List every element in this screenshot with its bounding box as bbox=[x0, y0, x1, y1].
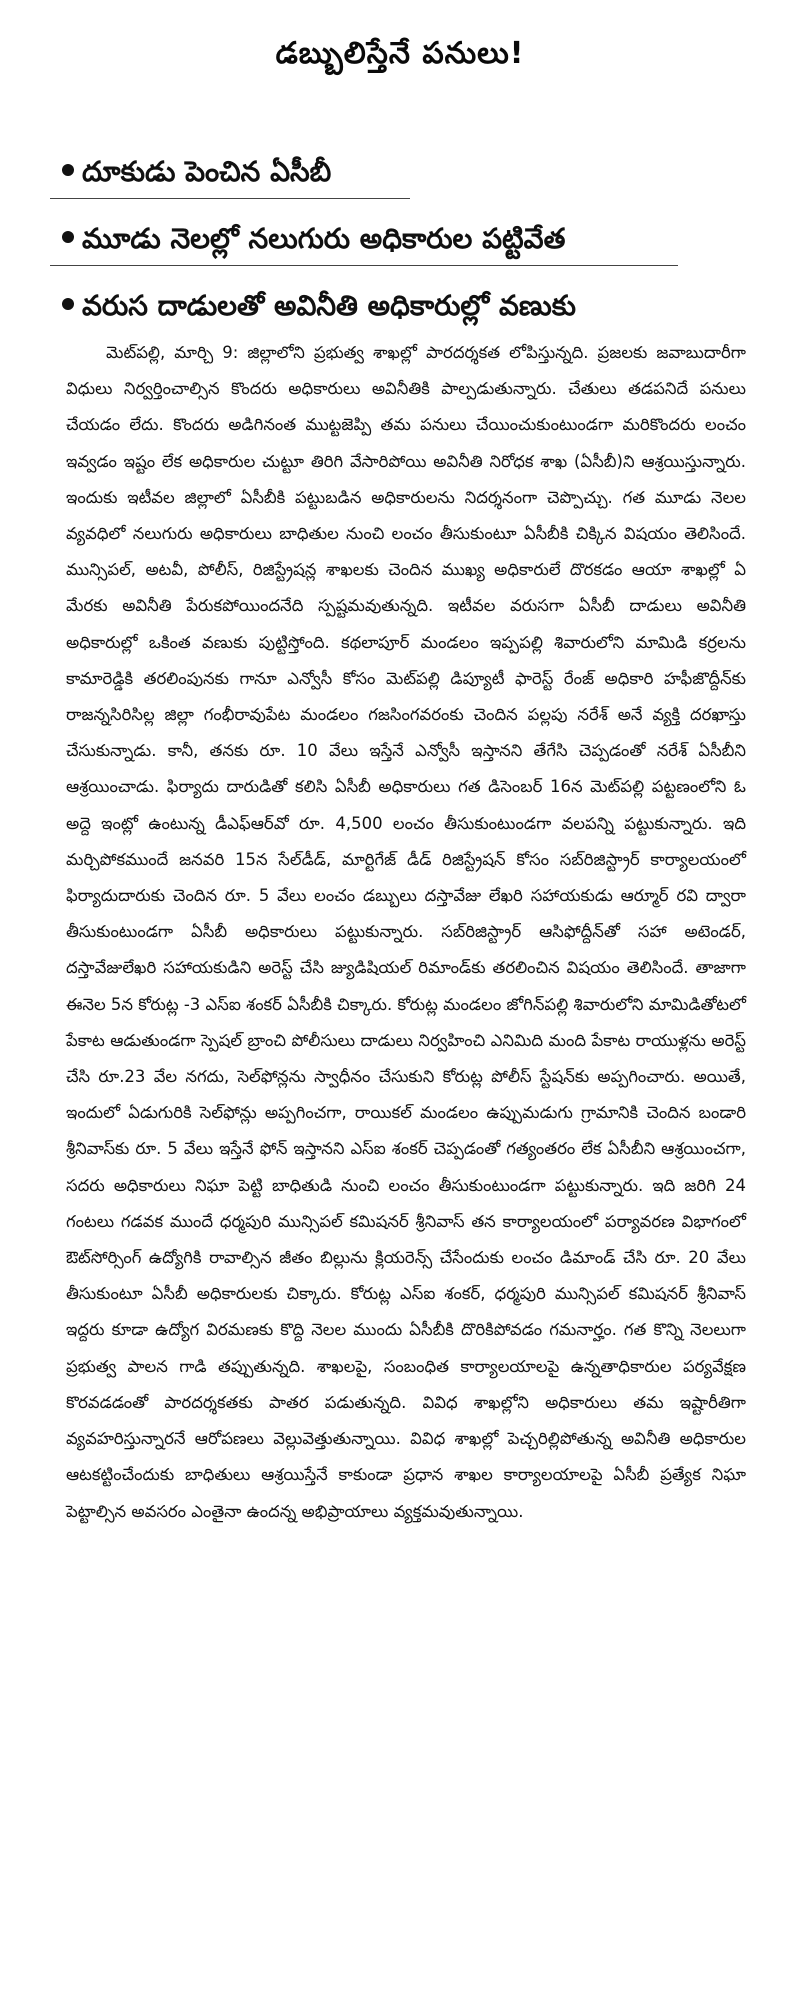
article-paragraph: మెట్‌పల్లి, మార్చి 9: జిల్లాలోని ప్రభుత్వ శాఖల్లో పారదర్శకత లోపిస్తున్నది. ప్రజలకు జవాబుదారీగా విధులు నిర్వర్తించాల్సిన కొందరు అధికారులు అవినీతికి పాల్పడుతున్నారు. చేతులు తడపనిదే పనులు చేయడం లేదు. కొందరు అడిగినంత ముట్టజెప్పి తమ పనులు చేయించుకుంటుండగా మరికొందరు లంచం ఇవ్వడం ఇష్టం లేక అధికారుల చుట్టూ తిరిగి వేసారిపోయి అవినీతి నిరోధక శాఖ (ఏసీబీ)ని ఆశ్రయిస్తున్నారు. ఇందుకు ఇటీవల జిల్లాలో ఏసీబీకి పట్టుబడిన అధికారులను నిదర్శనంగా చెప్పొచ్చు. గత మూడు నెలల వ్యవధిలో నలుగురు అధికారులు బాధితుల నుంచి లంచం తీసుకుంటూ ఏసీబీకి చిక్కిన విషయం తెలిసిందే. మున్సిపల్, అటవీ, పోలీస్, రిజిస్ట్రేషన్ల శాఖలకు చెందిన ముఖ్య అధికారులే దొరకడం ఆయా శాఖల్లో ఏ మేరకు అవినీతి పేరుకపోయిందనేది స్పష్టమవుతున్నది. ఇటీవల వరుసగా ఏసీబీ దాడులు అవినీతి అధికారుల్లో ఒకింత వణుకు పుట్టిస్తోంది. కథలాపూర్ మండలం ఇప్పపల్లి శివారులోని మామిడి కర్రలను కామారెడ్డికి తరలింపునకు గానూ ఎన్వోసీ కోసం మెట్‌పల్లి డిప్యూటీ ఫారెస్ట్ రేంజ్ అధికారి హఫీజొద్దీన్‌కు రాజన్నసిరిసిల్ల జిల్లా గంభీరావుపేట మండలం గజసింగవరంకు చెందిన పల్లపు నరేశ్ అనే వ్యక్తి దరఖాస్తు చేసుకున్నాడు. కానీ, తనకు రూ. 10 వేలు ఇస్తేనే ఎన్వోసీ ఇస్తానని తేగేసి చెప్పడంతో నరేశ్ ఏసీబీని ఆశ్రయించాడు. ఫిర్యాదు దారుడితో కలిసి ఏసీబీ అధికారులు గత డిసెంబర్ 16న మెట్‌పల్లి పట్టణంలోని ఓ అద్దె ఇంట్లో ఉంటున్న డీఎఫ్ఆర్‌వో రూ. 4,500 లంచం తీసుకుంటుండగా వలపన్ని పట్టుకున్నారు. ఇది మర్చిపోకముందే జనవరి 15న సేల్‌డీడ్, మార్టిగేజ్ డీడ్ రిజిస్ట్రేషన్ కోసం సబ్‌రిజిస్ట్రార్ కార్యాలయంలో ఫిర్యాదుదారుకు చెందిన రూ. 5 వేలు లంచం డబ్బులు దస్తావేజు లేఖరి సహాయకుడు ఆర్మూర్ రవి ద్వారా తీసుకుంటుండగా ఏసీబీ అధికారులు పట్టుకున్నారు. సబ్‌రిజిస్ట్రార్ ఆసిఫోద్దీన్‌తో సహా అటెండర్, దస్తావేజులేఖరి సహాయకుడిని అరెస్ట్ చేసి జ్యుడిషియల్ రిమాండ్‌కు తరలించిన విషయం తెలిసిందే. తాజాగా ఈనెల 5న కోరుట్ల -3 ఎస్ఐ శంకర్ ఏసీబీకి చిక్కారు. కోరుట్ల మండలం జోగిన్‌పల్లి శివారులోని మామిడితోటలో పేకాట ఆడుతుండగా స్పెషల్ బ్రాంచి పోలీసులు దాడులు నిర్వహించి ఎనిమిది మంది పేకాట రాయుళ్లను అరెస్ట్ చేసి రూ.23 వేల నగదు, సెల్‌ఫోన్లను స్వాధీనం చేసుకుని కోరుట్ల పోలీస్ స్టేషన్‌కు అప్పగించారు. అయితే, ఇందులో ఏడుగురికి సెల్‌ఫోన్లు అప్పగించగా, రాయికల్ మండలం ఉప్పుమడుగు గ్రామానికి చెందిన బండారి శ్రీనివాస్‌కు రూ. 5 వేలు ఇస్తేనే ఫోన్ ఇస్తానని ఎస్ఐ శంకర్ చెప్పడంతో గత్యంతరం లేక ఏసీబీని ఆశ్రయించగా, సదరు అధికారులు నిఘా పెట్టి బాధితుడి నుంచి లంచం తీసుకుంటుండగా పట్టుకున్నారు. ఇది జరిగి 24 గంటలు గడవక ముందే ధర్మపురి మున్సిపల్ కమిషనర్ శ్రీనివాస్ తన కార్యాలయంలో పర్యావరణ విభాగంలో ఔట్‌సోర్సింగ్ ఉద్యోగికి రావాల్సిన జీతం బిల్లును క్లియరెన్స్ చేసేందుకు లంచం డిమాండ్ చేసి రూ. 20 వేలు తీసుకుంటూ ఏసీబీ అధికారులకు చిక్కారు. కోరుట్ల ఎస్ఐ శంకర్, ధర్మపురి మున్సిపల్ కమిషనర్ శ్రీనివాస్ ఇద్దరు కూడా ఉద్యోగ విరమణకు కొద్ది నెలల ముందు ఏసీబీకి దొరికిపోవడం గమనార్హం. గత కొన్ని నెలలుగా ప్రభుత్వ పాలన గాడి తప్పుతున్నది. శాఖలపై, సంబంధిత కార్యాలయాలపై ఉన్నతాధికారుల పర్యవేక్షణ కొరవడడంతో పారదర్శకతకు పాతర పడుతున్నది. వివిధ శాఖల్లోని అధికారులు తమ ఇష్టారీతిగా వ్యవహరిస్తున్నారనే ఆరోపణలు వెల్లువెత్తుతున్నాయి. వివిధ శాఖల్లో పెచ్చరిల్లిపోతున్న అవినీతి అధికారుల ఆటకట్టించేందుకు బాధితులు ఆశ్రయిస్తేనే కాకుండా ప్రధాన శాఖల కార్యాలయాలపై ఏసీబీ ప్రత్యేక నిఘా పెట్టాల్సిన అవసరం ఎంతైనా ఉందన్న అభిప్రాయాలు వ్యక్తమవుతున్నాయి. bbox=[66, 343, 746, 1521]
subhead-1 bbox=[62, 144, 331, 200]
subhead-2-text: మూడు నెలల్లో నలుగురు అధికారుల పట్టివేత bbox=[82, 222, 566, 255]
subhead-2 bbox=[62, 211, 565, 267]
bullet-icon bbox=[62, 164, 74, 176]
subhead-3-text: వరుస దాడులతో అవినీతి అధికారుల్లో వణుకు bbox=[82, 289, 576, 322]
bullet-icon bbox=[62, 231, 74, 243]
article-body bbox=[66, 335, 746, 1530]
subhead-1-text: దూకుడు పెంచిన ఏసీబీ bbox=[82, 155, 332, 188]
subhead-1-rule bbox=[50, 198, 410, 199]
headline: డబ్బులిస్తేనే పనులు! bbox=[275, 36, 525, 71]
subhead-2-rule bbox=[50, 265, 678, 266]
bullet-icon bbox=[62, 298, 74, 310]
subhead-3 bbox=[62, 278, 576, 334]
